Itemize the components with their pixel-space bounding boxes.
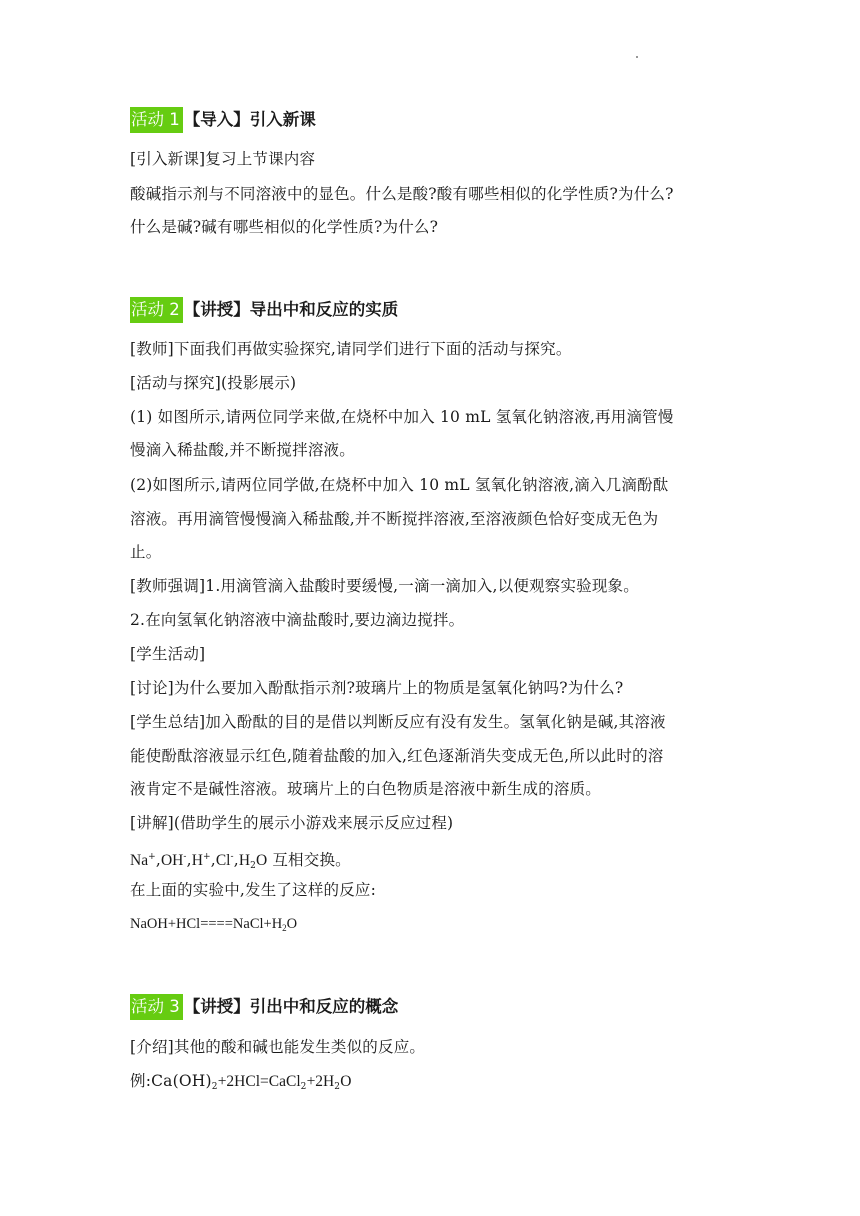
molecule-h2o-o: O <box>256 852 268 869</box>
activity-2-line-11: [讨论]为什么要加入酚酞指示剂?玻璃片上的物质是氢氧化钠吗?为什么? <box>130 679 624 697</box>
activity-2-line-4: 慢滴入稀盐酸,并不断搅拌溶液。 <box>130 441 355 459</box>
activity-2-line-8: [教师强调]1.用滴管滴入盐酸时要缓慢,一滴一滴加入,以便观察实验现象。 <box>130 577 639 595</box>
activity-2-line-15: [讲解](借助学生的展示小游戏来展示反应过程) <box>130 814 454 832</box>
reaction-intro: 在上面的实验中,发生了这样的反应: <box>130 881 377 899</box>
page-dot <box>636 56 638 58</box>
ion-exchange-line: $Na^+,OH^-,H^+,Cl^-,H_2O$ 互相交换。 <box>130 851 351 871</box>
activity-2-line-7: 止。 <box>130 543 162 561</box>
ion-cl-charge: - <box>230 852 234 862</box>
activity-2-line-14: 液肯定不是碱性溶液。玻璃片上的白色物质是溶液中新生成的溶质。 <box>130 780 602 798</box>
equation-right: O <box>286 916 298 932</box>
activity-3-example <box>130 1070 351 1098</box>
example-part-1: 例:Ca(OH) <box>130 1072 212 1090</box>
activity-1-line-1: [引入新课]复习上节课内容 <box>130 150 316 168</box>
activity-2-heading <box>130 297 398 323</box>
ion-oh-charge: - <box>183 852 187 862</box>
activity-2-line-6: 溶液。再用滴管慢慢滴入稀盐酸,并不断搅拌溶液,至溶液颜色恰好变成无色为 <box>130 510 659 528</box>
activity-1-title: 【导入】引入新课 <box>183 110 316 129</box>
activity-2-title: 【讲授】导出中和反应的实质 <box>183 300 399 319</box>
example-sub-2: 2 <box>300 1082 307 1092</box>
activity-2-line-9: 2.在向氢氧化钠溶液中滴盐酸时,要边滴边搅拌。 <box>130 611 465 629</box>
activity-2-line-13: 能使酚酞溶液显示红色,随着盐酸的加入,红色逐渐消失变成无色,所以此时的溶 <box>130 747 664 765</box>
ion-exchange-suffix: 互相交换。 <box>267 851 351 869</box>
ion-oh: OH <box>160 852 184 869</box>
activity-2-line-1: [教师]下面我们再做实验探究,请同学们进行下面的活动与探究。 <box>130 340 572 358</box>
activity-2-line-10: [学生活动] <box>130 645 206 663</box>
activity-2-line-5: (2)如图所示,请两位同学做,在烧杯中加入 10 mL 氢氧化钠溶液,滴入几滴酚酞 <box>130 476 669 494</box>
activity-1-line-3: 什么是碱?碱有哪些相似的化学性质?为什么? <box>130 218 439 236</box>
activity-2-line-2: [活动与探究](投影展示) <box>130 374 297 392</box>
activity-3-heading <box>130 994 398 1020</box>
molecule-h2o-h: H <box>238 852 251 869</box>
activity-1-tag: 活动 1 <box>130 107 183 133</box>
ion-na-charge: + <box>148 852 156 862</box>
activity-3-line-1: [介绍]其他的酸和碱也能发生类似的反应。 <box>130 1038 426 1056</box>
ion-h: H <box>191 852 203 869</box>
activity-3-tag: 活动 3 <box>130 994 183 1020</box>
ion-cl: Cl <box>215 852 231 869</box>
activity-1-line-2: 酸碱指示剂与不同溶液中的显色。什么是酸?酸有哪些相似的化学性质?为什么? <box>130 185 674 203</box>
example-part-2: +2HCl=CaCl <box>217 1073 301 1090</box>
example-part-4: O <box>340 1073 352 1090</box>
example-sub-1: 2 <box>211 1082 218 1092</box>
activity-3-title: 【讲授】引出中和反应的概念 <box>183 997 399 1016</box>
molecule-h2o-sub: 2 <box>250 861 257 871</box>
activity-1-heading <box>130 107 316 133</box>
reaction-equation <box>130 913 297 939</box>
equation-left: NaOH+HCl====NaCl+H <box>130 916 283 932</box>
equation-subscript: 2 <box>282 923 287 933</box>
activity-2-line-3: (1) 如图所示,请两位同学来做,在烧杯中加入 10 mL 氢氧化钠溶液,再用滴管慢 <box>130 408 674 426</box>
example-sub-3: 2 <box>334 1082 341 1092</box>
example-part-3: +2H <box>306 1073 335 1090</box>
activity-2-tag: 活动 2 <box>130 297 183 323</box>
ion-h-charge: + <box>202 852 211 862</box>
activity-2-line-12: [学生总结]加入酚酞的目的是借以判断反应有没有发生。氢氧化钠是碱,其溶液 <box>130 713 666 731</box>
ion-na: Na <box>130 852 149 869</box>
